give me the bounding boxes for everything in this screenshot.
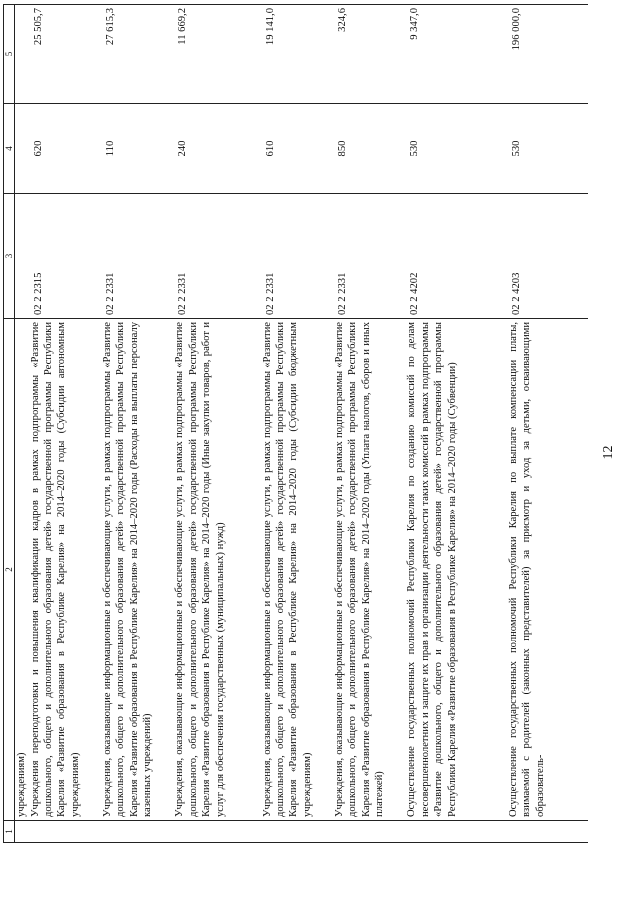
table-cell-c1 — [333, 821, 405, 843]
table-cell-c2: Учреждения, оказывающие информационные и обеспечивающие услуги, в рамках подпрограммы «Развитие дошкольного, общего и дополнительного образования детей» государственной программы Республики Карелия «Развитие образования в Республике Карелия» на 2014–2020 годы (Иные закупки товаров, работ и услуг для обеспечения государственных (муниципальных) нужд) — [173, 319, 260, 821]
table-cell-c3: 02 2 2331 — [173, 194, 260, 319]
table-cell-c5: 9 347,0 — [405, 5, 506, 104]
column-header: 3 — [4, 194, 15, 319]
table-cell-c2: учреждениям) — [15, 319, 29, 821]
table-cell-c4: 530 — [405, 104, 506, 194]
table-cell-c3: 02 2 4202 — [405, 194, 506, 319]
table-cell-c5: 19 141,0 — [261, 5, 333, 104]
column-header: 2 — [4, 319, 15, 821]
table-cell-c4: 850 — [333, 104, 405, 194]
table-cell-c4: 110 — [101, 104, 173, 194]
table-row — [15, 5, 29, 843]
table-cell-c5: 11 669,2 — [173, 5, 260, 104]
table-cell-c4: 240 — [173, 104, 260, 194]
table-cell-c2: Учреждения, оказывающие информационные и обеспечивающие услуги, в рамках подпрограммы «Развитие дошкольного, общего и дополнительного образования детей» государственной программы Республики Карелия «Развитие образования в Республике Карелия» на 2014–2020 годы (Субсидии бюджетным учреждениям) — [261, 319, 333, 821]
table-cell-c1 — [261, 821, 333, 843]
column-number-row — [4, 5, 15, 843]
table-cell-c3: 02 2 2331 — [333, 194, 405, 319]
table-cell-c5: 25 505,7 — [29, 5, 101, 104]
table-cell-c1 — [405, 821, 506, 843]
column-header: 1 — [4, 821, 15, 843]
table-cell-c3 — [15, 194, 29, 319]
table-cell-c2: Осуществление государственных полномочий Республики Карелия по созданию комиссий по делам несовершеннолетних и защите их прав и организации деятельности таких комиссий в рамках подпрограммы «Развитие дошкольного, общего и дополнительного образования детей» государственной программы Республики Карелия «Развитие образования в Республике Карелия» на 2014–2020 годы (Субвенции) — [405, 319, 506, 821]
table-cell-c5: 196 000,0 — [507, 5, 588, 104]
table-cell-c1 — [507, 821, 588, 843]
table-body — [4, 5, 589, 843]
page-number: 12 — [601, 445, 616, 460]
table-cell-c5: 324,6 — [333, 5, 405, 104]
column-header: 5 — [4, 5, 15, 104]
table-row — [507, 5, 588, 843]
table-cell-c1 — [173, 821, 260, 843]
table-cell-c3: 02 2 2331 — [261, 194, 333, 319]
table-cell-c2: Учреждения, оказывающие информационные и обеспечивающие услуги, в рамках подпрограммы «Развитие дошкольного, общего и дополнительного образования детей» государственной программы Республики Карелия «Развитие образования в Республике Карелия» на 2014–2020 годы (Расходы на выплаты персоналу казенных учреждений) — [101, 319, 173, 821]
column-header: 4 — [4, 104, 15, 194]
table-cell-c2: Учреждения, оказывающие информационные и обеспечивающие услуги, в рамках подпрограммы «Развитие дошкольного, общего и дополнительного образования детей» государственной программы Республики Карелия «Развитие образования в Республике Карелия» на 2014–2020 годы (Уплата налогов, сборов и иных платежей) — [333, 319, 405, 821]
table-cell-c3: 02 2 4203 — [507, 194, 588, 319]
table-row — [405, 5, 506, 843]
table-row — [101, 5, 173, 843]
table-row — [29, 5, 101, 843]
table-cell-c4: 530 — [507, 104, 588, 194]
budget-table — [3, 4, 588, 843]
table-cell-c1 — [101, 821, 173, 843]
table-cell-c1 — [29, 821, 101, 843]
table-cell-c2: Учреждения переподготовки и повышения квалификации кадров в рамках подпрограммы «Развитие дошкольного, общего и дополнительного образования детей» государственной программы Республики Карелия «Развитие образования в Республике Карелия» на 2014–2020 годы (Субсидии автономным учреждениям) — [29, 319, 101, 821]
table-cell-c4: 620 — [29, 104, 101, 194]
table-row — [333, 5, 405, 843]
table-row — [261, 5, 333, 843]
table-cell-c3: 02 2 2331 — [101, 194, 173, 319]
table-cell-c4: 610 — [261, 104, 333, 194]
table-cell-c5: 27 615,3 — [101, 5, 173, 104]
table-cell-c1 — [15, 821, 29, 843]
table-cell-c4 — [15, 104, 29, 194]
table-cell-c3: 02 2 2315 — [29, 194, 101, 319]
table-row — [173, 5, 260, 843]
table-cell-c2: Осуществление государственных полномочий Республики Карелия по выплате компенсации платы, взимаемой с родителей (законных представителей) за присмотр и уход за детьми, осваивающими образователь- — [507, 319, 588, 821]
table-cell-c5 — [15, 5, 29, 104]
